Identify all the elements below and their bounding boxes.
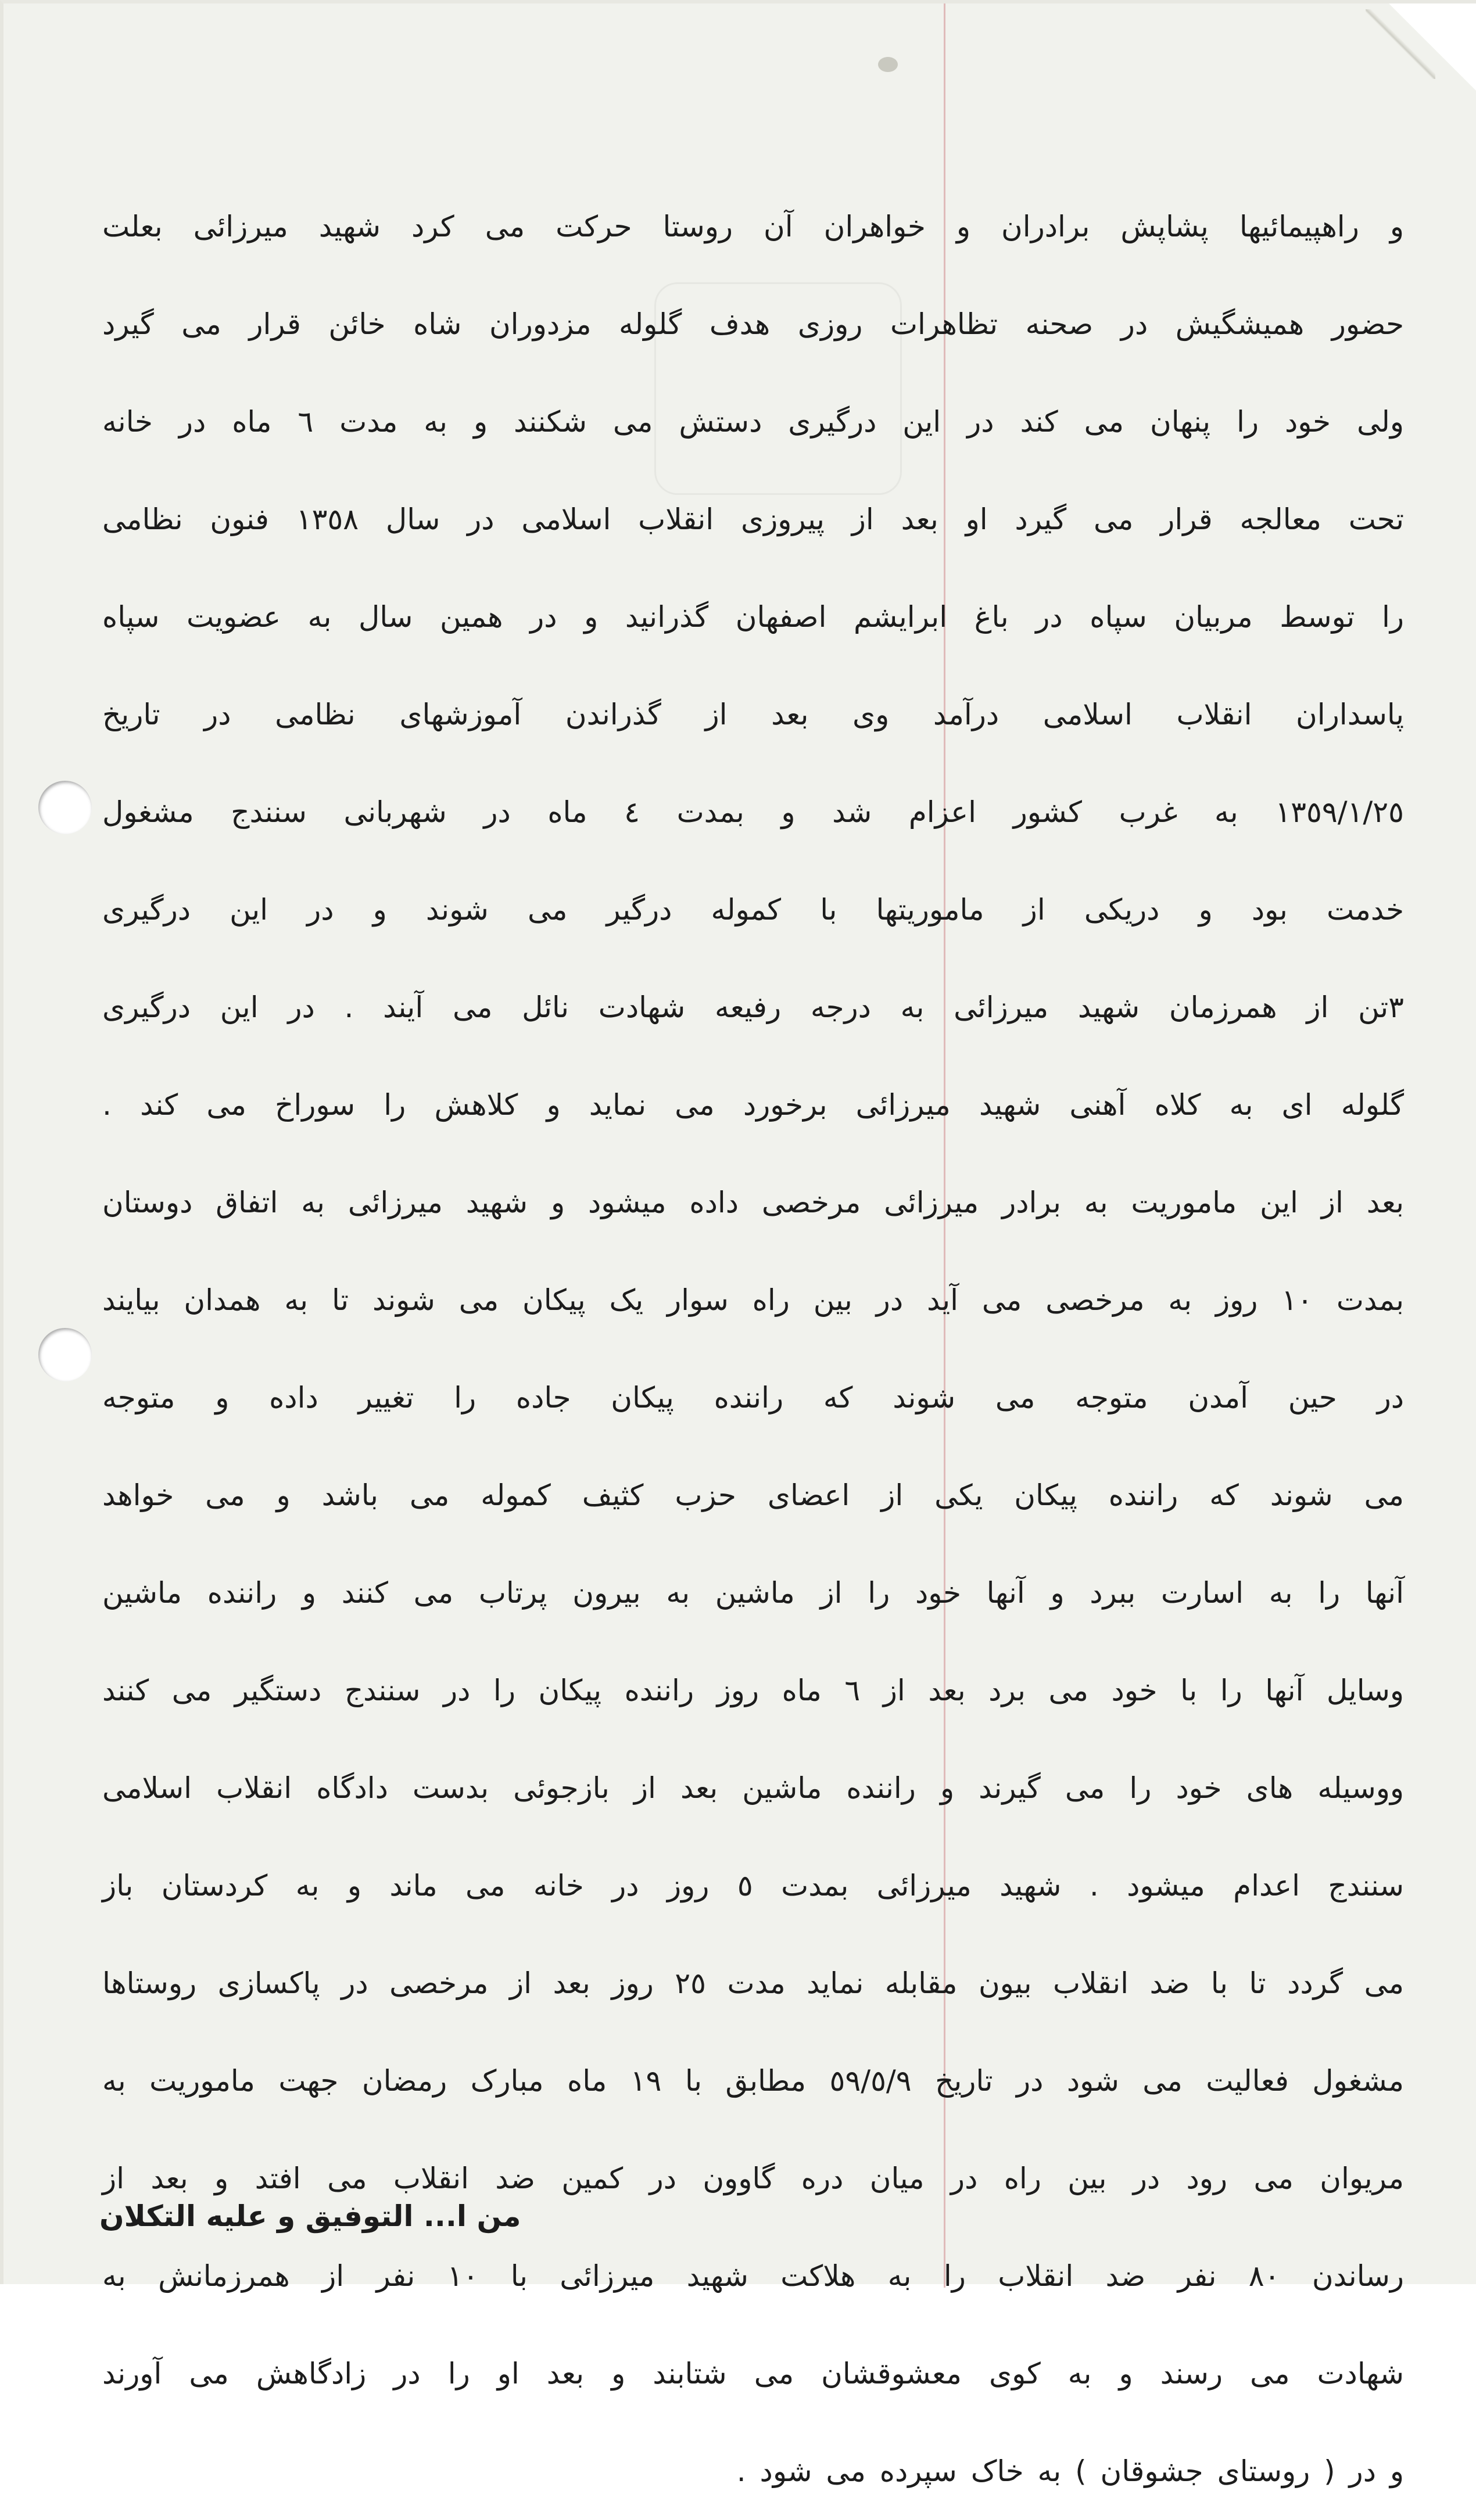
text-line: ١٣٥٩/١/٢٥ به غرب کشور اعزام شد و بمدت ٤ ماه در شهربانی سنندج مشغول xyxy=(102,795,1404,829)
text-line: را توسط مربیان سپاه در باغ ابرایشم اصفهان گذرانید و در همین سال به عضویت سپاه xyxy=(102,600,1404,634)
text-line: وسایل آنها را با خود می برد بعد از ٦ ماه روز راننده پیکان را در سنندج دستگیر می کنند xyxy=(102,1674,1404,1707)
text-line: گلوله ای به کلاه آهنی شهید میرزائی برخورد می نماید و کلاهش را سوراخ می کند . xyxy=(102,1088,1404,1122)
text-line: در حین آمدن متوجه می شوند که راننده پیکان جاده را تغییر داده و متوجه xyxy=(102,1381,1404,1415)
text-line-final: و در ( روستای جشوقان ) به خاک سپرده می شود . xyxy=(736,2454,1404,2488)
text-line: بعد از این ماموریت به برادر میرزائی مرخصی داده میشود و شهید میرزائی به اتفاق دوستان xyxy=(102,1186,1404,1219)
text-line: ولی خود را پنهان می کند در این درگیری دستش می شکنند و به مدت ٦ ماه در خانه xyxy=(102,405,1404,439)
text-line: و راهپیمائیها پشاپش برادران و خواهران آن روستا حرکت می کرد شهید میرزائی بعلت xyxy=(102,210,1404,243)
text-line: بمدت ١٠ روز به مرخصی می آید در بین راه سوار یک پیکان می شوند تا به همدان بیایند xyxy=(102,1283,1405,1317)
punch-hole-top xyxy=(38,781,92,834)
text-line: سنندج اعدام میشود . شهید میرزائی بمدت ٥ روز در خانه می ماند و به کردستان باز xyxy=(102,1869,1404,1902)
text-line: می گردد تا با ضد انقلاب بیون مقابله نماید مدت ٢٥ روز بعد از مرخصی در پاکسازی روستاها xyxy=(102,1966,1404,2000)
text-line: شهادت می رسند و به کوی معشوقشان می شتابند و بعد او را در زادگاهش می آورند xyxy=(102,2357,1404,2390)
text-line: رساندن ٨٠ نفر ضد انقلاب را به هلاکت شهید میرزائی با ١٠ نفر از همرزمانش به xyxy=(102,2259,1404,2293)
text-line: آنها را به اسارت ببرد و آنها خود را از ماشین به بیرون پرتاب می کنند و راننده ماشین xyxy=(102,1576,1404,1610)
text-line: مریوان می رود در بین راه در میان دره گاوون در کمین ضد انقلاب می افتد و بعد از xyxy=(102,2162,1404,2195)
text-line: پاسداران انقلاب اسلامی درآمد وی بعد از گذراندن آموزشهای نظامی در تاریخ xyxy=(102,698,1404,731)
punch-hole-bottom xyxy=(38,1328,92,1381)
text-line: حضور همیشگیش در صحنه تظاهرات روزی هدف گلوله مزدوران شاه خائن قرار می گیرد xyxy=(102,307,1404,341)
paper-stain xyxy=(878,57,898,72)
handwritten-text-body xyxy=(102,178,1404,2520)
text-line: ٣تن از همرزمان شهید میرزائی به درجه رفیعه شهادت نائل می آیند . در این درگیری xyxy=(102,990,1404,1024)
closing-signature: من ا... التوفیق و علیه التکلان xyxy=(99,2199,521,2233)
text-line: خدمت بود و دریکی از ماموریتها با کموله درگیر می شوند و در این درگیری xyxy=(102,893,1404,927)
text-line: تحت معالجه قرار می گیرد او بعد از پیروزی انقلاب اسلامی در سال ١٣٥٨ فنون نظامی xyxy=(102,502,1404,536)
text-line: می شوند که راننده پیکان یکی از اعضای حزب کثیف کموله می باشد و می خواهد xyxy=(102,1478,1404,1512)
torn-corner xyxy=(1389,3,1476,91)
text-line: ووسیله های خود را می گیرند و راننده ماشین بعد از بازجوئی بدست دادگاه انقلاب اسلامی xyxy=(102,1771,1404,1805)
text-line: مشغول فعالیت می شود در تاریخ ٥٩/٥/٩ مطابق با ١٩ ماه مبارک رمضان جهت ماموریت به xyxy=(102,2064,1404,2098)
